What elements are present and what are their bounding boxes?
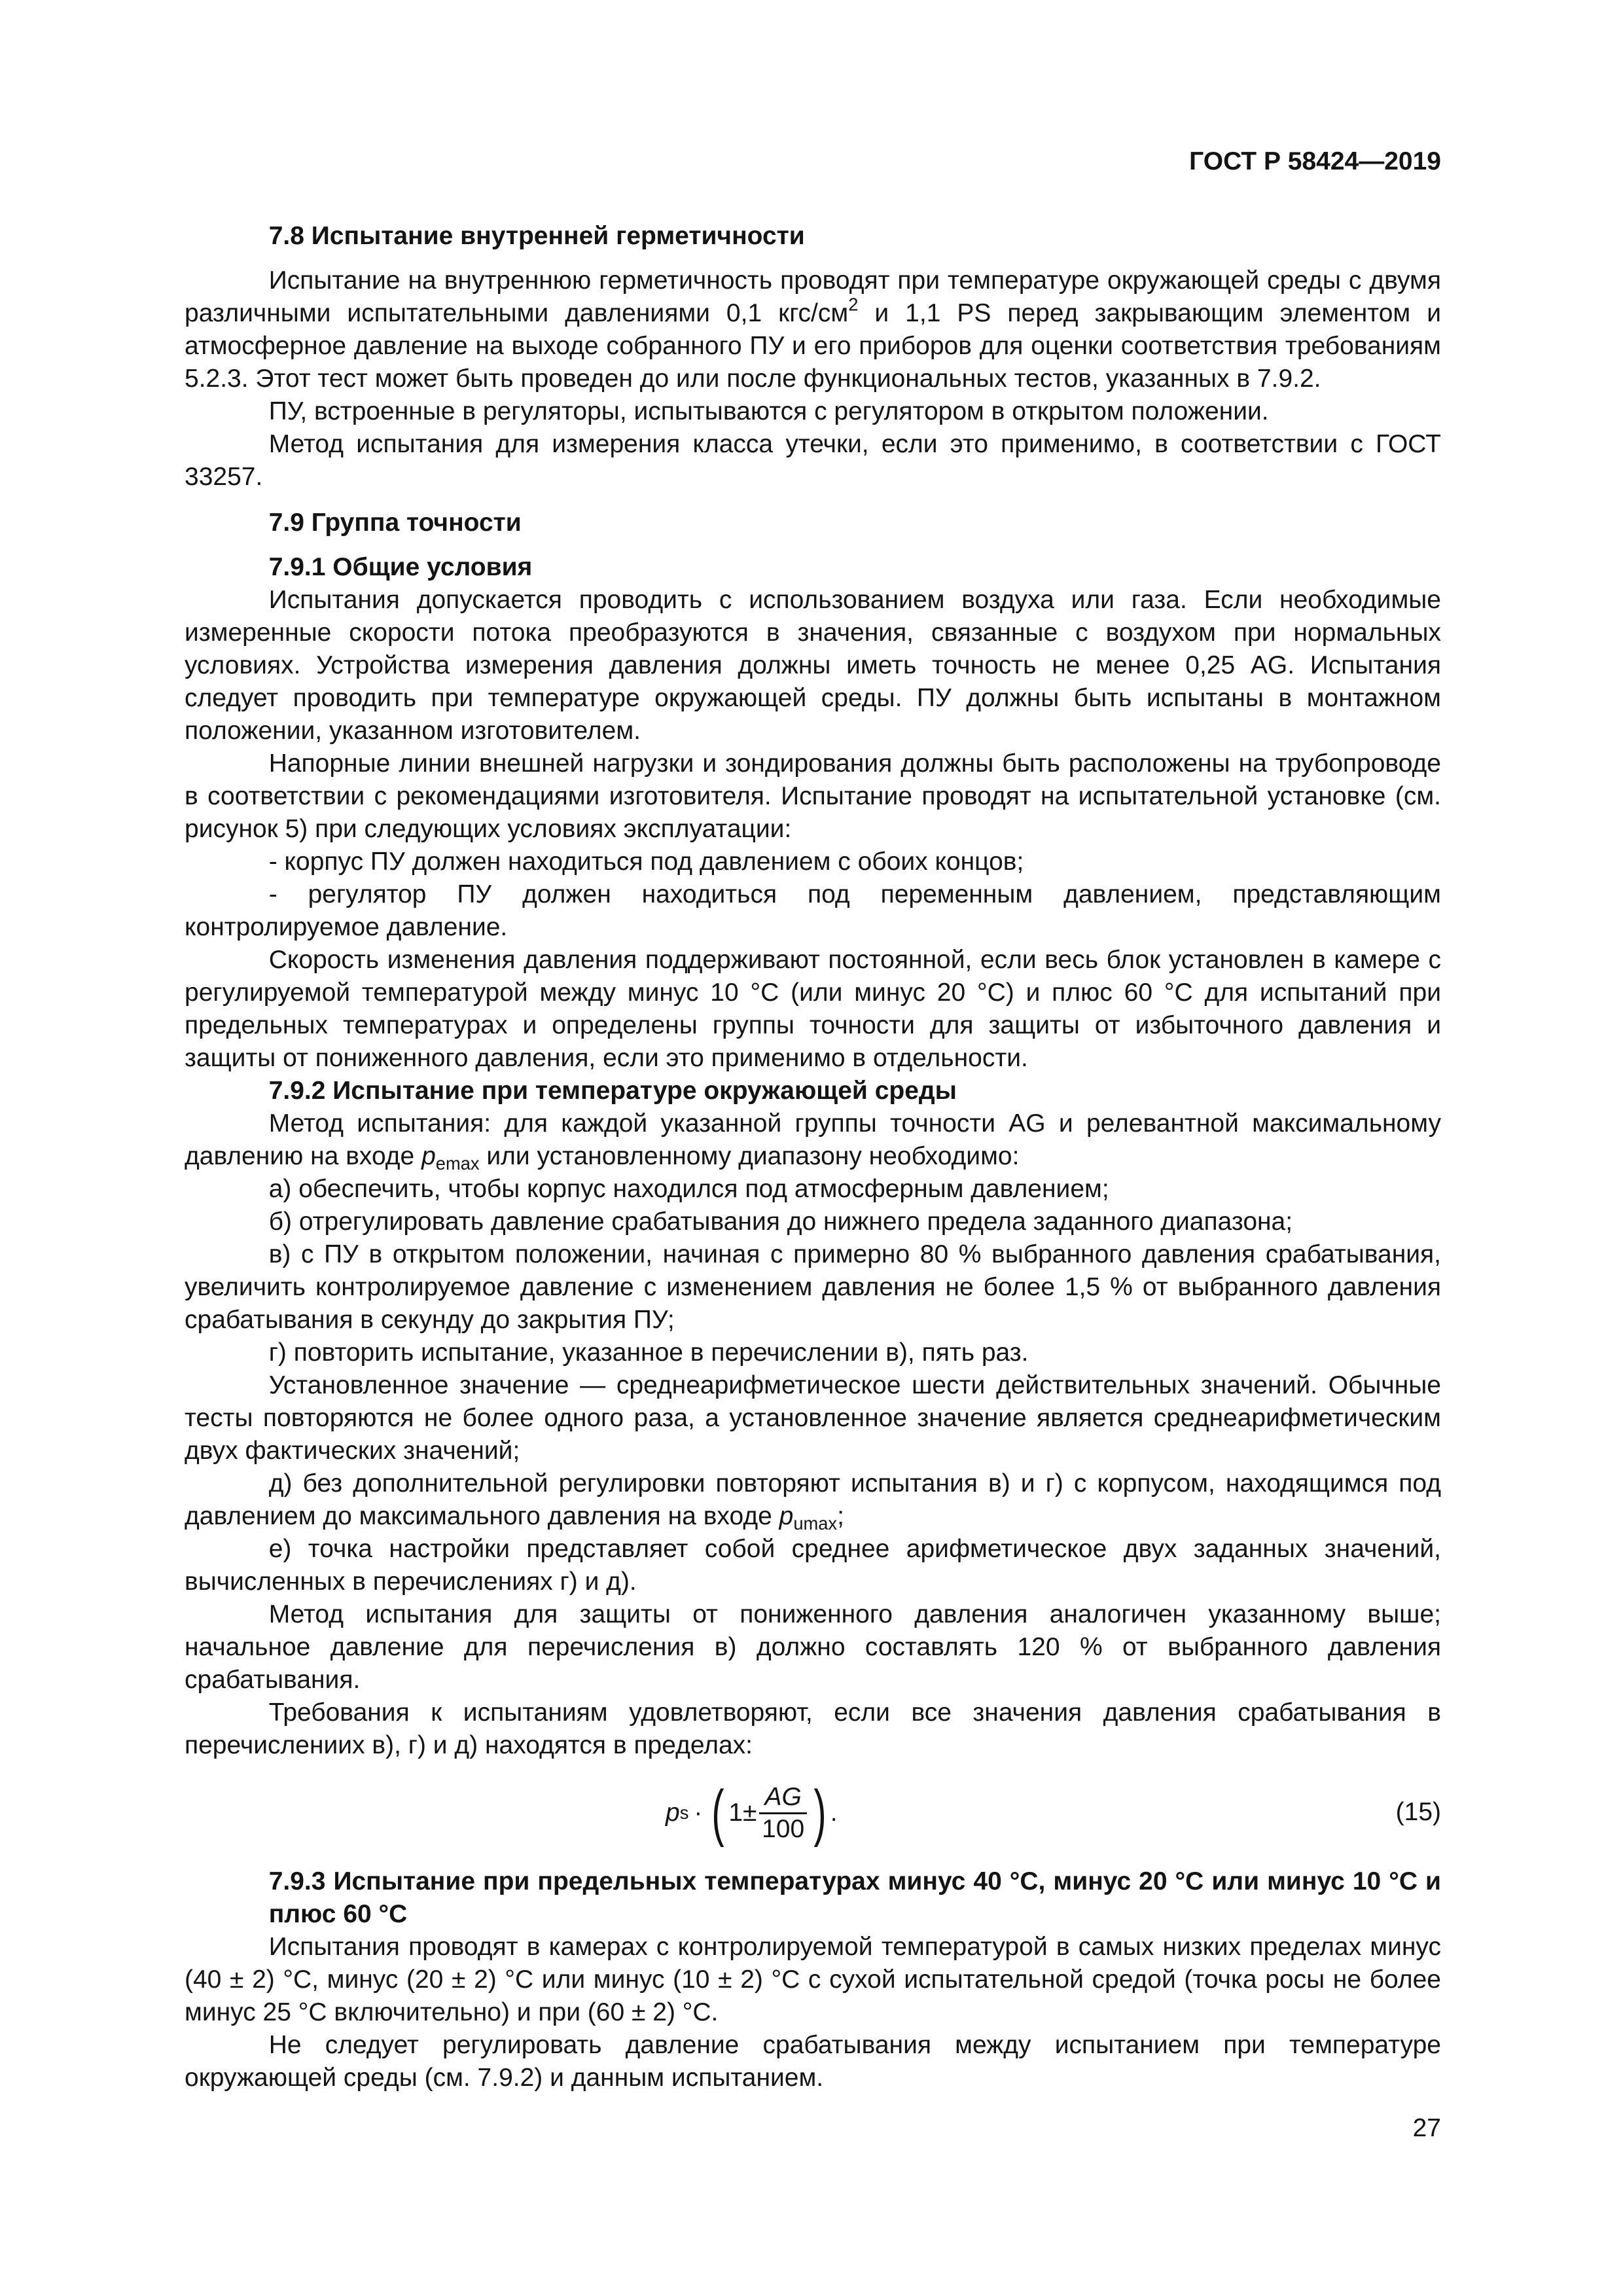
formula-fraction	[759, 1782, 806, 1844]
document-header: ГОСТ Р 58424—2019	[1189, 147, 1441, 175]
section-7-9-2-title: 7.9.2 Испытание при температуре окружающей среды	[268, 1077, 957, 1105]
section-7-8-paragraph-1	[185, 264, 1441, 395]
equation-number: (15)	[1395, 1798, 1441, 1826]
list-item-a: а) обеспечить, чтобы корпус находился под атмосферным давлением;	[268, 1175, 1109, 1203]
text-segment: Метод испытания: для каждой указанной группы точности AG и релевантной максимальному давлению на входе	[185, 1109, 1441, 1170]
section-7-9-1-list-item-1: - корпус ПУ должен находиться под давлением с обоих концов;	[268, 848, 1024, 876]
formula-end-dot: .	[830, 1799, 838, 1827]
list-item-g: г) повторить испытание, указанное в перечислении в), пять раз.	[268, 1338, 1029, 1367]
subscript: umax	[793, 1513, 838, 1534]
list-item-b: б) отрегулировать давление срабатывания до нижнего предела заданного диапазона;	[268, 1208, 1293, 1236]
subscript: emax	[435, 1153, 480, 1174]
formula-dot: ·	[694, 1799, 703, 1827]
section-7-8-paragraph-3: Метод испытания для измерения класса утечки, если это применимо, в соответствии с ГОСТ 33257.	[185, 430, 1441, 491]
section-7-9-2-paragraph-9: Метод испытания для защиты от пониженного давления аналогичен указанному выше; начальное давление для перечисления в) должно составлять 120 % от выбранного давления срабатывания.	[185, 1600, 1441, 1694]
section-7-9-1-title: 7.9.1 Общие условия	[268, 553, 533, 581]
document-page	[185, 145, 1441, 2094]
right-paren: )	[813, 1778, 827, 1848]
fraction-denominator: 100	[762, 1814, 805, 1843]
formula-variable: p	[666, 1799, 680, 1827]
section-7-8-paragraph-2: ПУ, встроенные в регуляторы, испытываются с регулятором в открытом положении.	[268, 397, 1269, 425]
section-7-9-3-title: 7.9.3 Испытание при предельных температурах минус 40 °С, минус 20 °С или минус 10 °С и плюс 60 °С	[268, 1867, 1441, 1928]
section-7-9-1-list-item-2: - регулятор ПУ должен находиться под переменным давлением, представляющим контролируемое давление.	[185, 880, 1441, 941]
formula-15	[185, 1774, 1441, 1852]
section-7-9-3-paragraph-1: Испытания проводят в камерах с контролируемой температурой в самых низких пределах минус (40 ± 2) °С, минус (20 ± 2) °С или минус (10 ± 2) °С с сухой испытательной средой (точка росы не более минус 25 °С включительно) и при (60 ± 2) °С.	[185, 1933, 1441, 2026]
text-segment: ;	[837, 1502, 844, 1530]
text-segment: д) без дополнительной регулировки повторяют испытания в) и г) с корпусом, находящимся под давлением до максимального давления на входе	[185, 1469, 1441, 1530]
text-segment: и 1,1 PS перед закрывающим элементом и атмосферное давление на выходе собранного ПУ и его приборов для оценки соответствия требованиям 5.2.3. Этот тест может быть проведен до или после функциональных тестов, указанных в 7.9.2.	[185, 299, 1442, 393]
text-segment: или установленному диапазону необходимо:	[479, 1142, 1020, 1170]
list-item-d	[185, 1467, 1441, 1533]
section-7-9-2-paragraph-10: Требования к испытаниям удовлетворяют, если все значения давления срабатывания в перечислениих в), г) и д) находятся в пределах:	[185, 1698, 1441, 1759]
left-paren: (	[711, 1778, 724, 1848]
page-number: 27	[1412, 2114, 1441, 2142]
list-item-e: е) точка настройки представляет собой среднее арифметическое двух заданных значений, вычисленных в перечислениях г) и д).	[185, 1535, 1441, 1596]
section-7-9-1-paragraph-1: Испытания допускается проводить с использованием воздуха или газа. Если необходимые измеренные скорости потока преобразуются в значения, связанные с воздухом при нормальных условиях. Устройства измерения давления должны иметь точность не менее 0,25 AG. Испытания следует проводить при температуре окружающей среды. ПУ должны быть испытаны в монтажном положении, указанном изготовителем.	[185, 586, 1441, 745]
section-7-9-2-paragraph-6: Установленное значение — среднеарифметическое шести действительных значений. Обычные тесты повторяются не более одного раза, а установленное значение является среднеарифметическим двух фактических значений;	[185, 1371, 1441, 1465]
section-7-8-title: 7.8 Испытание внутренней герметичности	[268, 222, 805, 250]
section-7-9-1-paragraph-2: Напорные линии внешней нагрузки и зондирования должны быть расположены на трубопроводе в соответствии с рекомендациями изготовителя. Испытание проводят на испытательной установке (см. рисунок 5) при следующих условиях эксплуатации:	[185, 749, 1441, 843]
text-segment: Испытание на внутреннюю герметичность проводят при температуре окружающей среды с двумя различными испытательными давлениями 0,1 кгс/см	[185, 266, 1441, 327]
section-7-9-3-paragraph-2: Не следует регулировать давление срабатывания между испытанием при температуре окружающей среды (см. 7.9.2) и данным испытанием.	[185, 2031, 1441, 2092]
list-item-v: в) с ПУ в открытом положении, начиная с примерно 80 % выбранного давления срабатывания, увеличить контролируемое давление с изменением давления не более 1,5 % от выбранного давления срабатывания в секунду до закрытия ПУ;	[185, 1240, 1441, 1334]
superscript: 2	[848, 294, 859, 315]
section-7-9-title: 7.9 Группа точности	[268, 509, 522, 537]
fraction-numerator: AG	[759, 1782, 806, 1814]
formula-expression: p s · ( 1± $\frac{AG}{100}$ ) .	[666, 1778, 838, 1848]
math-variable: p	[421, 1142, 436, 1170]
math-variable: p	[779, 1502, 794, 1530]
section-7-9-2-paragraph-1	[185, 1107, 1441, 1173]
formula-one-plus-minus: 1±	[728, 1799, 757, 1827]
section-7-9-1-paragraph-5: Скорость изменения давления поддерживают постоянной, если весь блок установлен в камере с регулируемой температурой между минус 10 °С (или минус 20 °С) и плюс 60 °С для испытаний при предельных температурах и определены группы точности для защиты от избыточного давления и защиты от пониженного давления, если это применимо в отдельности.	[185, 946, 1441, 1072]
